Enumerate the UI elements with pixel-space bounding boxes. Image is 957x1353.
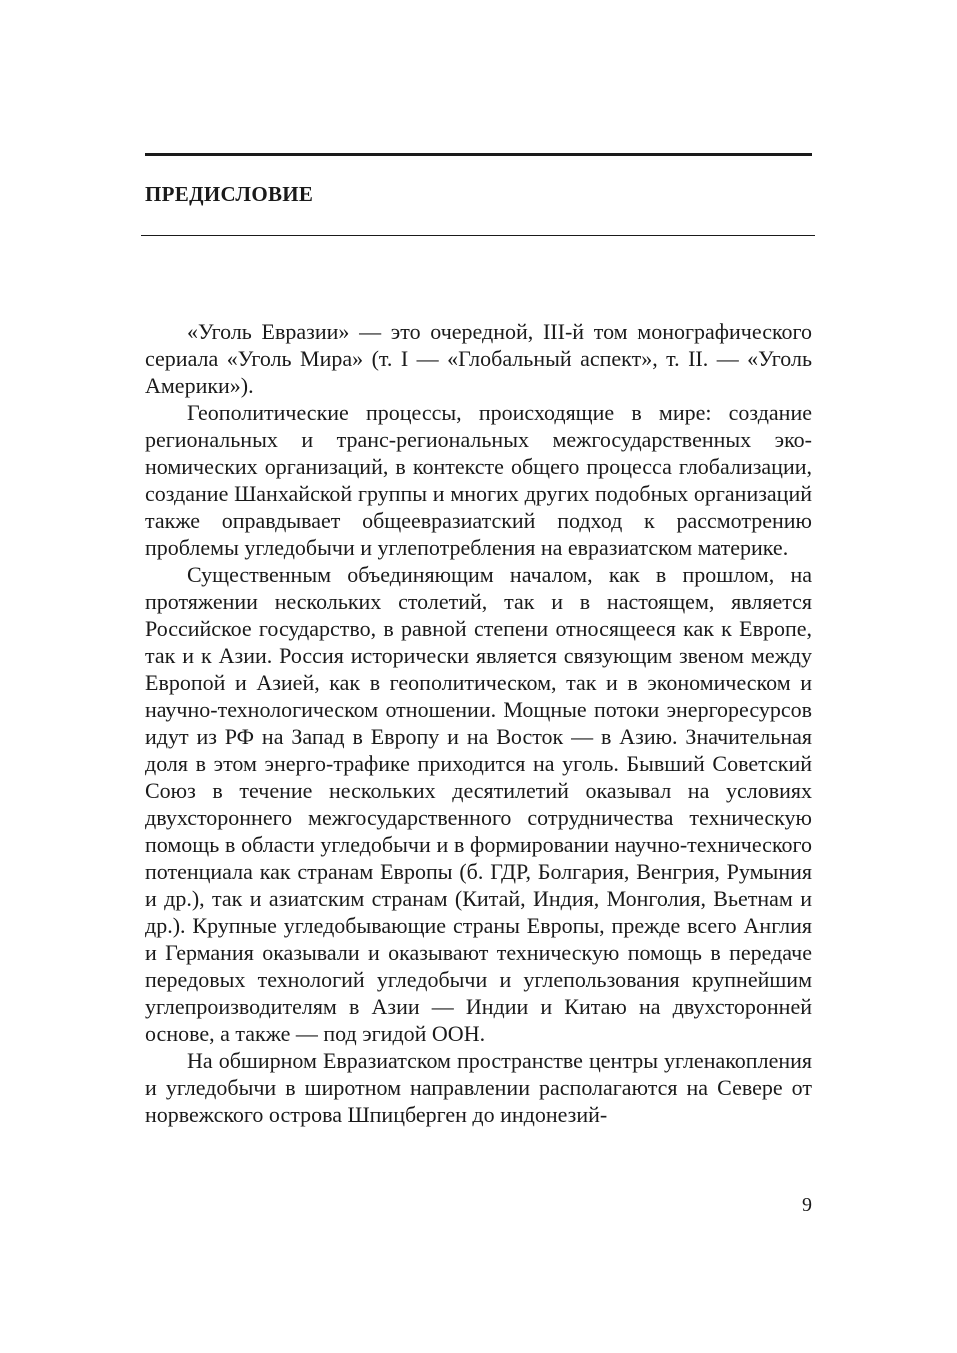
paragraph-2: Геополитические процессы, происходящие в мире: создание региональных и транс-региональных межгосударственных экономических организаций, в контексте общего процесса глобализации, создание Шанхайской группы и многих других подобных организаций также оправдывает общеевразиатский подход к рассмотрению проблемы угледобычи и углепотребления на евразиатском материке. [145,400,812,560]
header-bottom-rule [141,235,815,236]
body-text [145,318,812,1128]
paragraph-3: Существенным объединяющим началом, как в прошлом, на протяжении нескольких столетий, так и в настоящем, является Российское государство, в равной степени относящееся как к Европе, так и к Азии. Россия исторически является связующим звеном между Европой и Азией, как в геополитическом, так и в экономическом и научно-технологическом отношении. Мощные потоки энергоресурсов идут из РФ на Запад в Европу и на Восток — в Азию. Значительная доля в этом энерго-трафике приходится на уголь. Бывший Советский Союз в течение нескольких десятилетий оказывал на условиях двухстороннего межгосударственного сотрудничества техническую помощь в области угледобычи и в формировании научно-технического потенциала как странам Европы (б. ГДР, Болгария, Венгрия, Румыния и др.), так и азиатским странам (Китай, Индия, Монголия, Вьетнам и др.). Крупные угледобывающие страны Европы, прежде всего Англия и Германия оказывали и оказывают техническую помощь в передаче передовых технологий угледобычи и углепользования крупнейшим углепроизводителям в Азии — Индии и Китаю на двухсторонней основе, а также — под эгидой ООН. [145,562,812,1046]
page-title: ПРЕДИСЛОВИЕ [145,182,314,206]
paragraph-1: «Уголь Евразии» — это очередной, III-й том монографического сериала «Уголь Мира» (т. I — «Глобальный аспект», т. II. — «Уголь Америки»). [145,319,812,398]
page-number: 9 [802,1194,812,1216]
paragraph-4: На обширном Евразиатском пространстве центры угленакопления и угледобычи в широтном направлении располагаются на Севере от норвежского острова Шпицберген до индонезий- [145,1048,812,1127]
header-top-rule [145,153,812,156]
